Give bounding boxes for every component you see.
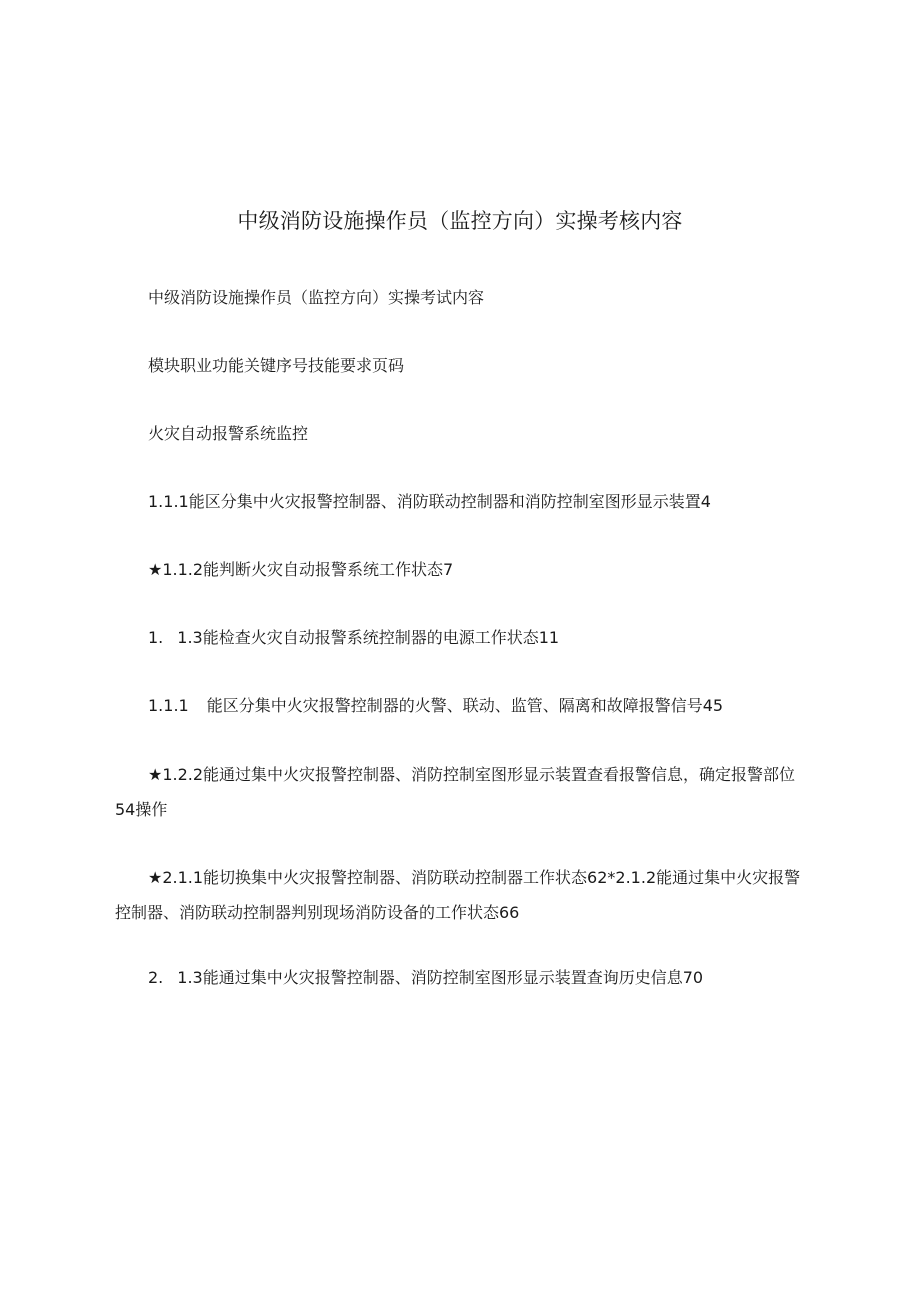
module-paragraph: 火灾自动报警系统监控	[148, 424, 309, 443]
list-text: 1.3能检查火灾自动报警系统控制器的电源工作状态11	[177, 628, 560, 647]
subtitle-paragraph: 中级消防设施操作员（监控方向）实操考试内容	[148, 288, 485, 307]
skill-item-1-3	[148, 626, 559, 650]
list-number: 2.	[148, 968, 164, 987]
list-number: 1.1.1	[148, 696, 189, 715]
list-text: 1.3能通过集中火灾报警控制器、消防控制室图形显示装置查询历史信息70	[177, 968, 704, 987]
skill-item-1-1-2: ★1.1.2能判断火灾自动报警系统工作状态7	[148, 560, 454, 579]
document-title: 中级消防设施操作员（监控方向）实操考核内容	[237, 209, 683, 233]
list-number: 1.	[148, 628, 164, 647]
skill-item-1-2-2: ★1.2.2能通过集中火灾报警控制器、消防控制室图形显示装置查看报警信息，确定报警部位54操作	[115, 765, 796, 819]
skill-item-2-1-3	[148, 966, 703, 990]
list-text: 能区分集中火灾报警控制器的火警、联动、监管、隔离和故障报警信号45	[206, 696, 724, 715]
table-header-paragraph: 模块职业功能关键序号技能要求页码	[148, 356, 405, 375]
skill-item-2-1-1: ★2.1.1能切换集中火灾报警控制器、消防联动控制器工作状态62*2.1.2能通过集中火灾报警控制器、消防联动控制器判别现场消防设备的工作状态66	[115, 868, 801, 922]
skill-item-1-1-1-signals	[148, 694, 723, 718]
skill-item-1-1-1: 1.1.1能区分集中火灾报警控制器、消防联动控制器和消防控制室图形显示装置4	[148, 492, 711, 511]
